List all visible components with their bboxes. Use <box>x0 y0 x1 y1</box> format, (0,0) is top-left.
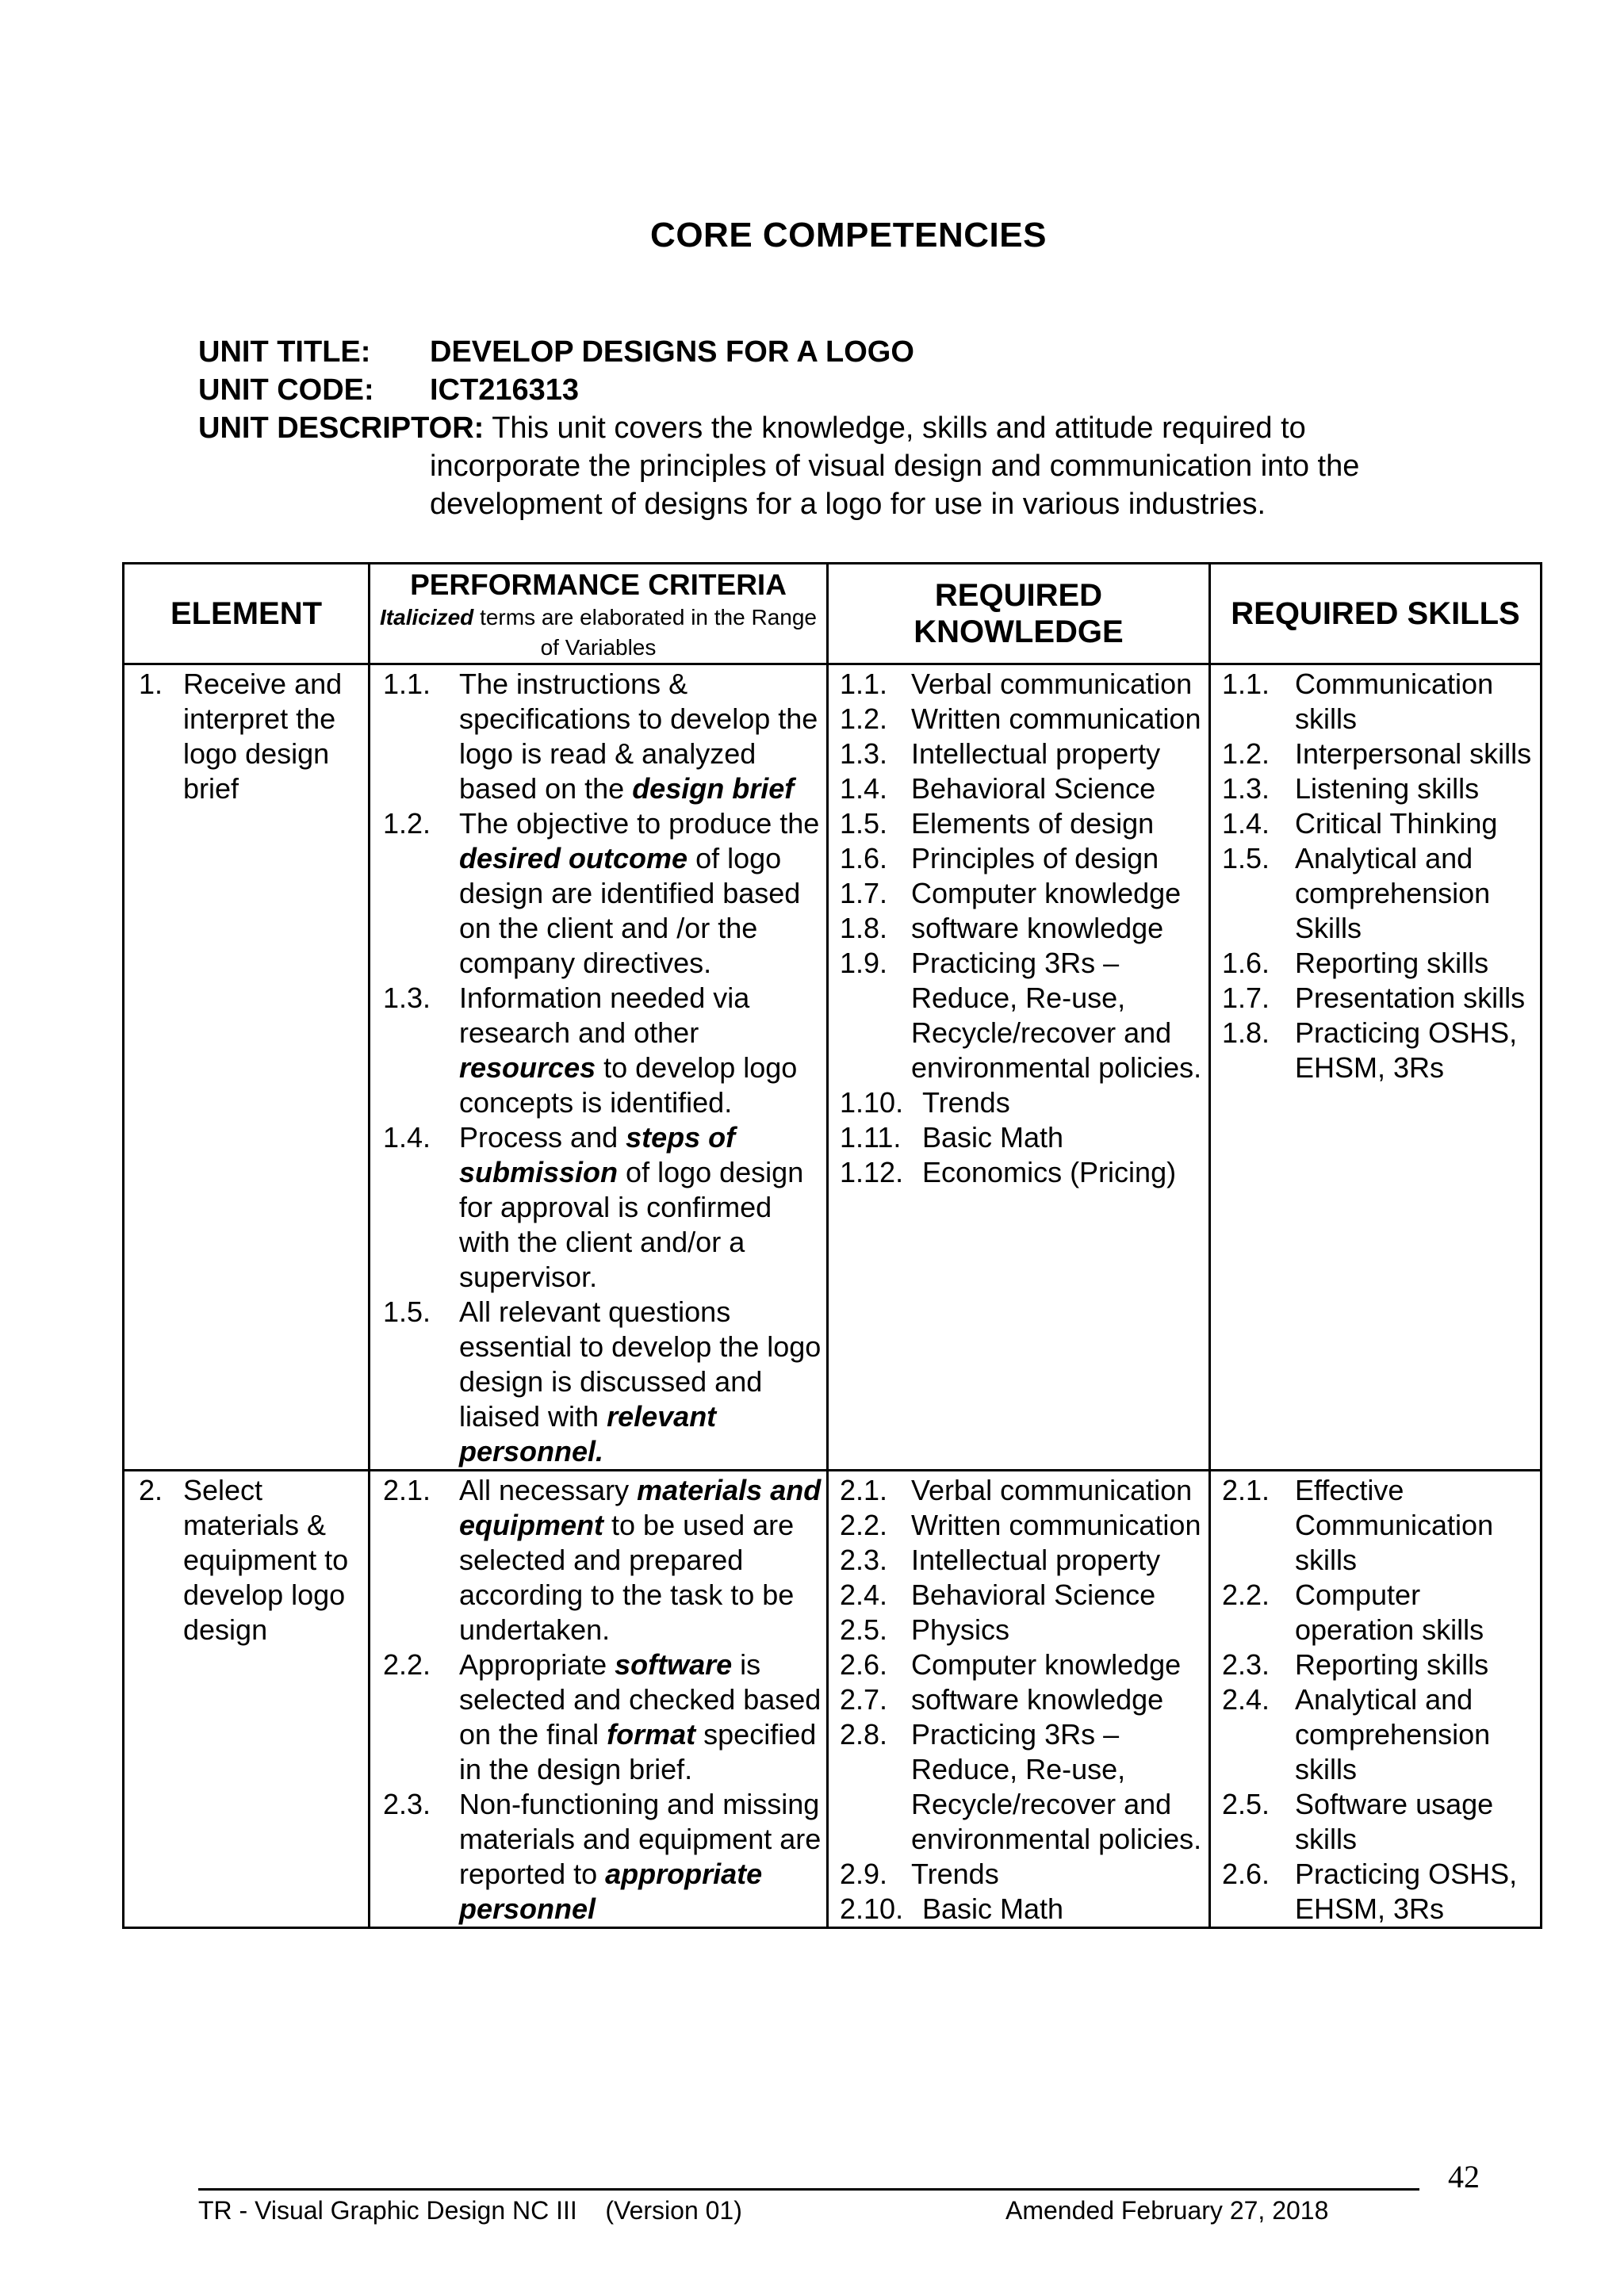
header-performance-note <box>370 603 826 663</box>
criteria-text-part: to develop logo concepts is identified. <box>459 1051 798 1119</box>
criteria-item <box>375 667 823 806</box>
knowledge-number: 2.2. <box>840 1509 888 1541</box>
skill-item <box>1216 1647 1537 1682</box>
skill-item <box>1216 1473 1537 1578</box>
skill-number: 2.2. <box>1222 1578 1270 1611</box>
criteria-text <box>459 667 823 806</box>
knowledge-item <box>833 1508 1205 1543</box>
criteria-text-part: Appropriate <box>459 1648 615 1681</box>
header-performance-note-text: terms are elaborated in the Range of Variables <box>480 605 817 660</box>
knowledge-number: 2.5. <box>840 1613 888 1646</box>
knowledge-text: Verbal communication <box>911 668 1193 700</box>
criteria-text-part: is selected and checked based on the final <box>459 1648 822 1751</box>
knowledge-number: 2.8. <box>840 1718 888 1751</box>
element-text: Select materials & equipment to develop logo design <box>183 1474 349 1646</box>
knowledge-item <box>833 1120 1205 1155</box>
criteria-text <box>459 981 823 1120</box>
knowledge-text: Written communication <box>911 702 1201 735</box>
criteria-number: 2.3. <box>383 1788 431 1820</box>
unit-code-value: ICT216313 <box>430 373 580 407</box>
knowledge-item <box>833 1892 1205 1927</box>
skill-number: 2.3. <box>1222 1648 1270 1681</box>
criteria-emphasis: materials and equipment <box>459 1474 822 1541</box>
knowledge-item <box>833 737 1205 771</box>
criteria-number: 2.1. <box>383 1474 431 1506</box>
header-element: ELEMENT <box>124 564 370 664</box>
knowledge-number: 1.11. <box>840 1121 902 1154</box>
criteria-text-part: to be used are selected and prepared according to the task to be undertaken. <box>459 1509 795 1646</box>
knowledge-text: Behavioral Science <box>911 1578 1156 1611</box>
header-performance <box>370 564 828 664</box>
criteria-text-part: specified in the design brief. <box>459 1718 817 1785</box>
knowledge-item <box>833 841 1205 876</box>
skill-text: Practicing OSHS, EHSM, 3Rs <box>1295 1016 1518 1084</box>
skill-text: Analytical and comprehension skills <box>1295 1683 1491 1785</box>
knowledge-text: Principles of design <box>911 842 1159 874</box>
skill-item <box>1216 1016 1537 1085</box>
knowledge-cell <box>828 1471 1210 1928</box>
knowledge-number: 2.1. <box>840 1474 888 1506</box>
footer-right: Amended February 27, 2018 <box>1005 2196 1329 2225</box>
knowledge-text: software knowledge <box>911 912 1164 944</box>
knowledge-number: 1.12. <box>840 1156 904 1188</box>
skill-number: 1.2. <box>1222 737 1270 770</box>
criteria-emphasis: format <box>607 1718 696 1751</box>
header-performance-title: PERFORMANCE CRITERIA <box>410 568 787 601</box>
criteria-text-part: Non-functioning and missing materials and equipment are reported to <box>459 1788 822 1890</box>
criteria-item <box>375 1787 823 1927</box>
knowledge-item <box>833 1613 1205 1647</box>
skill-item <box>1216 771 1537 806</box>
knowledge-item <box>833 946 1205 1085</box>
header-skills: REQUIRED SKILLS <box>1210 564 1542 664</box>
skill-text: Reporting skills <box>1295 1648 1489 1681</box>
knowledge-text: Trends <box>922 1086 1010 1119</box>
skill-text: Communication skills <box>1295 668 1494 735</box>
skill-number: 2.1. <box>1222 1474 1270 1506</box>
knowledge-item <box>833 1085 1205 1120</box>
footer-left: TR - Visual Graphic Design NC III (Version 01) <box>198 2196 742 2225</box>
skill-text: Analytical and comprehension Skills <box>1295 842 1491 944</box>
skill-item <box>1216 1682 1537 1787</box>
criteria-number: 1.3. <box>383 982 431 1014</box>
criteria-emphasis: design brief <box>632 772 795 805</box>
knowledge-number: 2.6. <box>840 1648 888 1681</box>
header-knowledge: REQUIRED KNOWLEDGE <box>828 564 1210 664</box>
criteria-cell <box>370 1471 828 1928</box>
knowledge-text: Practicing 3Rs – Reduce, Re-use, Recycle/recover and environmental policies. <box>911 947 1202 1084</box>
criteria-text <box>459 1295 823 1469</box>
knowledge-number: 1.2. <box>840 702 888 735</box>
criteria-text <box>459 1473 823 1647</box>
unit-code-line <box>198 371 1467 409</box>
unit-code-label: UNIT CODE: <box>198 373 374 407</box>
criteria-text <box>459 1120 823 1295</box>
skill-number: 1.5. <box>1222 842 1270 874</box>
skill-number: 1.6. <box>1222 947 1270 979</box>
criteria-text <box>459 806 823 981</box>
unit-info <box>198 333 1467 523</box>
skill-number: 1.7. <box>1222 982 1270 1014</box>
knowledge-item <box>833 911 1205 946</box>
criteria-text-part: of logo design are identified based on the client and /or the company directives. <box>459 842 801 979</box>
criteria-item <box>375 1473 823 1647</box>
knowledge-number: 2.10. <box>840 1892 904 1925</box>
criteria-text <box>459 1787 823 1927</box>
criteria-number: 1.1. <box>383 668 431 700</box>
unit-descriptor-line <box>198 409 1467 447</box>
criteria-text-part: The objective to produce the <box>459 807 820 840</box>
skill-item <box>1216 981 1537 1016</box>
skill-item <box>1216 946 1537 981</box>
knowledge-number: 1.7. <box>840 877 888 909</box>
skill-number: 1.3. <box>1222 772 1270 805</box>
unit-title-line <box>198 333 1467 371</box>
skill-text: Presentation skills <box>1295 982 1526 1014</box>
criteria-emphasis: relevant personnel. <box>459 1400 717 1468</box>
criteria-text-part: Information needed via research and other <box>459 982 750 1049</box>
skill-number: 2.4. <box>1222 1683 1270 1716</box>
unit-descriptor-first: This unit covers the knowledge, skills and attitude required to <box>492 411 1306 445</box>
knowledge-number: 1.9. <box>840 947 888 979</box>
knowledge-item <box>833 1155 1205 1190</box>
skill-text: Practicing OSHS, EHSM, 3Rs <box>1295 1858 1518 1925</box>
criteria-cell <box>370 664 828 1471</box>
skill-item <box>1216 1857 1537 1927</box>
knowledge-number: 2.9. <box>840 1858 888 1890</box>
criteria-emphasis: steps of submission <box>459 1121 736 1188</box>
criteria-emphasis: appropriate personnel <box>459 1858 763 1925</box>
skill-item <box>1216 806 1537 841</box>
knowledge-number: 1.3. <box>840 737 888 770</box>
criteria-text-part: of logo design for approval is confirmed with the client and/or a supervisor. <box>459 1156 804 1293</box>
knowledge-item <box>833 667 1205 702</box>
criteria-text-part: All necessary <box>459 1474 638 1506</box>
skill-text: Software usage skills <box>1295 1788 1494 1855</box>
skill-number: 2.6. <box>1222 1858 1270 1890</box>
criteria-emphasis: desired outcome <box>459 842 688 874</box>
criteria-number: 1.4. <box>383 1121 431 1154</box>
unit-descriptor-rest: incorporate the principles of visual design and communication into the development of designs for a logo for use in various industries. <box>430 450 1360 521</box>
element-text: Receive and interpret the logo design brief <box>183 668 343 805</box>
skill-text: Listening skills <box>1295 772 1480 805</box>
criteria-item <box>375 1120 823 1295</box>
knowledge-number: 2.3. <box>840 1544 888 1576</box>
skill-text: Effective Communication skills <box>1295 1474 1494 1576</box>
criteria-text-part: All relevant questions essential to develop the logo design is discussed and liaised with <box>459 1295 822 1433</box>
skill-item <box>1216 737 1537 771</box>
knowledge-item <box>833 1647 1205 1682</box>
table-header-row <box>124 564 1542 664</box>
knowledge-text: Intellectual property <box>911 737 1161 770</box>
knowledge-text: Trends <box>911 1858 999 1890</box>
criteria-emphasis: resources <box>459 1051 596 1084</box>
knowledge-number: 2.7. <box>840 1683 888 1716</box>
knowledge-text: Computer knowledge <box>911 877 1182 909</box>
knowledge-item <box>833 771 1205 806</box>
criteria-item <box>375 981 823 1120</box>
knowledge-text: Intellectual property <box>911 1544 1161 1576</box>
knowledge-item <box>833 806 1205 841</box>
knowledge-item <box>833 876 1205 911</box>
skill-text: Interpersonal skills <box>1295 737 1532 770</box>
criteria-number: 1.2. <box>383 807 431 840</box>
knowledge-item <box>833 1717 1205 1857</box>
knowledge-number: 2.4. <box>840 1578 888 1611</box>
page-number: 42 <box>1448 2159 1480 2195</box>
criteria-number: 1.5. <box>383 1295 431 1328</box>
skill-text: Critical Thinking <box>1295 807 1498 840</box>
criteria-item <box>375 1647 823 1787</box>
skill-item <box>1216 841 1537 946</box>
knowledge-text: Written communication <box>911 1509 1201 1541</box>
knowledge-text: Economics (Pricing) <box>922 1156 1177 1188</box>
knowledge-text: software knowledge <box>911 1683 1164 1716</box>
knowledge-number: 1.4. <box>840 772 888 805</box>
unit-title-label: UNIT TITLE: <box>198 335 371 369</box>
skill-text: Computer operation skills <box>1295 1578 1484 1646</box>
knowledge-number: 1.8. <box>840 912 888 944</box>
knowledge-item <box>833 1578 1205 1613</box>
criteria-number: 2.2. <box>383 1648 431 1681</box>
skill-number: 1.4. <box>1222 807 1270 840</box>
element-number: 2. <box>139 1474 163 1506</box>
table-row <box>124 1471 1542 1928</box>
knowledge-cell <box>828 664 1210 1471</box>
skill-number: 2.5. <box>1222 1788 1270 1820</box>
skill-item <box>1216 667 1537 737</box>
skill-number: 1.1. <box>1222 668 1270 700</box>
knowledge-number: 1.6. <box>840 842 888 874</box>
page-title: CORE COMPETENCIES <box>650 216 1047 254</box>
knowledge-text: Computer knowledge <box>911 1648 1182 1681</box>
knowledge-number: 1.1. <box>840 668 888 700</box>
skill-cell <box>1210 1471 1542 1928</box>
element-cell <box>124 1471 370 1928</box>
element-number: 1. <box>139 668 163 700</box>
criteria-item <box>375 806 823 981</box>
knowledge-text: Behavioral Science <box>911 772 1156 805</box>
knowledge-text: Practicing 3Rs – Reduce, Re-use, Recycle/recover and environmental policies. <box>911 1718 1202 1855</box>
knowledge-text: Basic Math <box>922 1892 1064 1925</box>
knowledge-number: 1.5. <box>840 807 888 840</box>
header-performance-note-em: Italicized <box>380 605 474 629</box>
element-cell <box>124 664 370 1471</box>
table-row <box>124 664 1542 1471</box>
criteria-text <box>459 1647 823 1787</box>
criteria-item <box>375 1295 823 1469</box>
knowledge-text: Verbal communication <box>911 1474 1193 1506</box>
knowledge-text: Physics <box>911 1613 1010 1646</box>
knowledge-text: Basic Math <box>922 1121 1064 1154</box>
skill-item <box>1216 1787 1537 1857</box>
knowledge-item <box>833 1682 1205 1717</box>
knowledge-text: Elements of design <box>911 807 1155 840</box>
criteria-text-part: Process and <box>459 1121 626 1154</box>
skill-item <box>1216 1578 1537 1647</box>
skill-cell <box>1210 664 1542 1471</box>
skill-text: Reporting skills <box>1295 947 1489 979</box>
knowledge-item <box>833 1857 1205 1892</box>
competency-table <box>122 562 1542 1929</box>
criteria-emphasis: software <box>615 1648 733 1681</box>
knowledge-item <box>833 1473 1205 1508</box>
knowledge-item <box>833 1543 1205 1578</box>
unit-title-value: DEVELOP DESIGNS FOR A LOGO <box>430 335 914 369</box>
footer-rule <box>198 2188 1419 2191</box>
skill-number: 1.8. <box>1222 1016 1270 1049</box>
knowledge-number: 1.10. <box>840 1086 904 1119</box>
knowledge-item <box>833 702 1205 737</box>
criteria-text-part: The instructions & specifications to develop the logo is read & analyzed based on the <box>459 668 818 805</box>
unit-descriptor-label: UNIT DESCRIPTOR: <box>198 411 485 445</box>
